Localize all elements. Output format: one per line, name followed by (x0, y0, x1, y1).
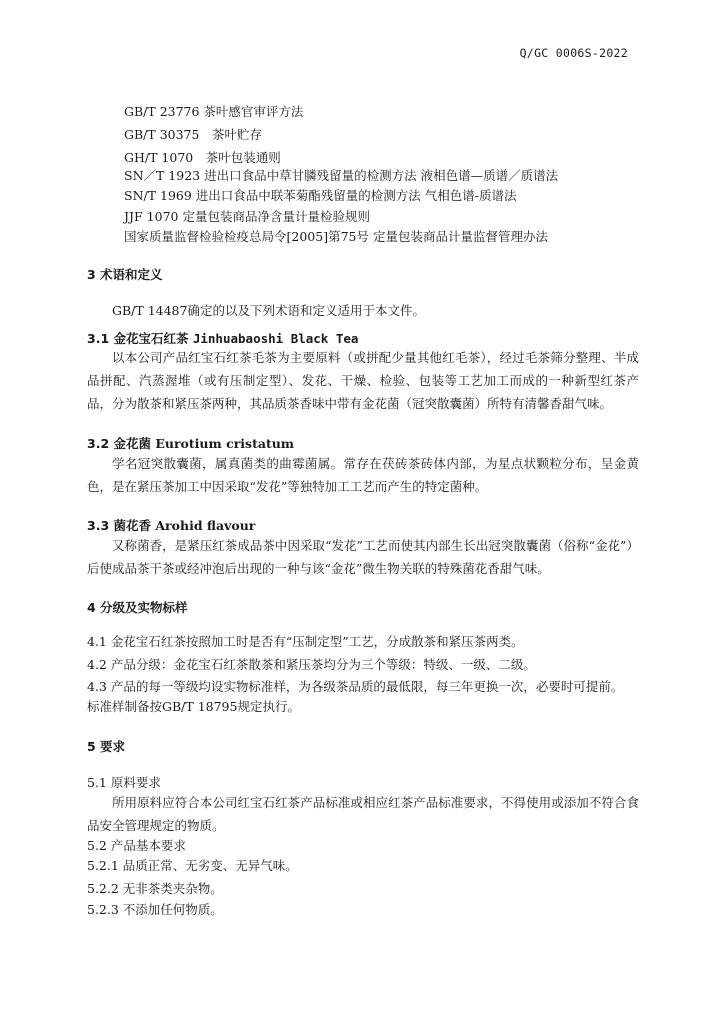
section-5-1-heading: 5.1 原料要求 (87, 775, 161, 790)
section-4-item: 4.1 金花宝石红茶按照加工时是否有“压制定型”工艺，分成散茶和紧压茶两类。 (87, 634, 524, 649)
section-4-item: 标准样制备按GB/T 18795规定执行。 (87, 699, 300, 714)
term-3-1-en: Jinhuabaoshi Black Tea (192, 331, 359, 346)
reference-item: SN／T 1923 进出口食品中草甘膦残留量的检测方法 液相色谱—质谱／质谱法 (124, 168, 559, 183)
reference-item: SN/T 1969 进出口食品中联苯菊酯残留量的检测方法 气相色谱-质谱法 (124, 188, 517, 203)
section-5-2-1: 5.2.1 品质正常、无劣变、无异气味。 (87, 858, 298, 873)
document-id-header: Q/GC 0006S-2022 (519, 46, 628, 60)
section-3-intro: GB/T 14487确定的以及下列术语和定义适用于本文件。 (112, 303, 425, 318)
reference-item: JJF 1070 定量包装商品净含量计量检验规则 (124, 209, 370, 224)
section-5-2-heading: 5.2 产品基本要求 (87, 838, 186, 853)
term-3-1-definition: 以本公司产品红宝石红茶毛茶为主要原料（或拼配少量其他红毛茶），经过毛茶筛分整理、半成品拼配、汽蒸渥堆（或有压制定型）、发花、干燥、检验、包装等工艺加工而成的一种新型红茶产品，分为散茶和紧压茶两种，其品质茶香味中带有金花菌（冠突散囊菌）所特有清馨香甜气味。 (87, 350, 639, 411)
section-4-item: 4.3 产品的每一等级均设实物标准样，为各级茶品质的最低限，每三年更换一次，必要时可提前。 (87, 679, 624, 694)
term-3-1-heading (87, 331, 358, 347)
term-3-3-cn: 3.3 菌花香 (87, 518, 151, 533)
term-3-2-en: Eurotium cristatum (155, 436, 295, 451)
section-5-2-2: 5.2.2 无非茶类夹杂物。 (87, 881, 223, 896)
reference-item: GH/T 1070 茶叶包装通则 (124, 150, 281, 165)
reference-item: GB/T 23776 茶叶感官审评方法 (124, 104, 304, 119)
term-3-1-cn: 3.1 金花宝石红茶 (87, 331, 189, 346)
section-5-heading: 5 要求 (87, 739, 126, 754)
section-4-heading: 4 分级及实物标样 (87, 600, 188, 615)
term-3-2-heading (87, 436, 294, 452)
reference-item: 国家质量监督检验检疫总局令[2005]第75号 定量包装商品计量监督管理办法 (124, 229, 548, 244)
term-3-3-definition: 又称菌香，是紧压红茶成品茶中因采取“发花”工艺而使其内部生长出冠突散囊菌（俗称“金花”）后使成品茶干茶或经冲泡后出现的一种与该“金花”微生物关联的特殊菌花香甜气味。 (87, 538, 639, 576)
term-3-3-en: Arohid flavour (155, 518, 256, 533)
term-3-2-definition: 学名冠突散囊菌，属真菌类的曲霉菌属。常存在茯砖茶砖体内部，为星点状颗粒分布，呈金黄色，是在紧压茶加工中因采取“发花”等独特加工工艺而产生的特定菌种。 (87, 456, 639, 494)
term-3-2-cn: 3.2 金花菌 (87, 436, 151, 451)
section-5-2-3: 5.2.3 不添加任何物质。 (87, 902, 223, 917)
reference-item: GB/T 30375 茶叶贮存 (124, 127, 262, 142)
section-3-heading: 3 术语和定义 (87, 267, 163, 282)
term-3-3-heading (87, 518, 255, 534)
section-5-1-text: 所用原料应符合本公司红宝石红茶产品标准或相应红茶产品标准要求，不得使用或添加不符合食品安全管理规定的物质。 (87, 795, 639, 833)
section-4-item: 4.2 产品分级：金花宝石红茶散茶和紧压茶均分为三个等级：特级、一级、二级。 (87, 657, 536, 672)
